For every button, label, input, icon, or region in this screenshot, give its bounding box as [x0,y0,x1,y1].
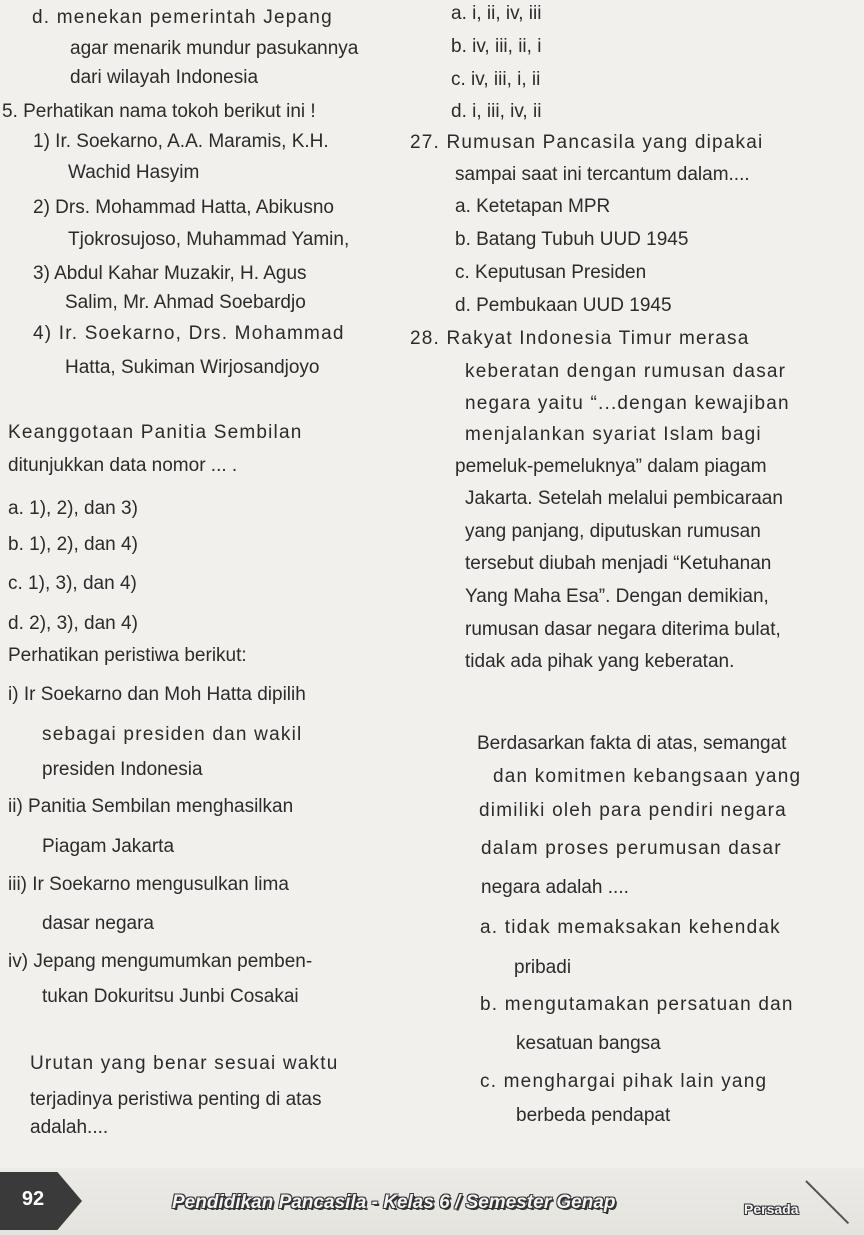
q27-option-d[interactable]: d. Pembukaan UUD 1945 [455,295,672,316]
q5-option-d[interactable]: d. 2), 3), dan 4) [8,613,138,634]
q27-option-c[interactable]: c. Keputusan Presiden [455,262,647,283]
q28-question-line1: Berdasarkan fakta di atas, semangat [477,733,787,754]
q6-event-iii-line1: iii) Ir Soekarno mengusulkan lima [8,874,289,895]
q5-question-line1: Keanggotaan Panitia Sembilan [8,422,303,443]
q28-question-line5: negara adalah .... [481,877,629,898]
q28-option-b-line2: kesatuan bangsa [516,1033,661,1054]
q28-option-b-line1[interactable]: b. mengutamakan persatuan dan [480,994,794,1015]
q28-option-a-line1[interactable]: a. tidak memaksakan kehendak [480,917,781,938]
q6-question-line3: adalah.... [30,1117,109,1138]
q28-option-a-line2: pribadi [514,957,572,978]
q28-stem-line2: keberatan dengan rumusan dasar [465,361,787,382]
q28-stem-line9: Yang Maha Esa”. Dengan demikian, [465,586,769,607]
q5-item-2-line2: Tjokrosujoso, Muhammad Yamin, [68,229,350,250]
q27-stem-line1: 27. Rumusan Pancasila yang dipakai [410,132,764,153]
q6-option-c[interactable]: c. iv, iii, i, ii [451,69,541,90]
q5-item-4-line2: Hatta, Sukiman Wirjosandjoyo [65,357,320,378]
q28-stem-line11: tidak ada pihak yang keberatan. [465,651,735,672]
q5-item-3-line1: 3) Abdul Kahar Muzakir, H. Agus [33,263,307,284]
q28-stem-line5: pemeluk-pemeluknya” dalam piagam [455,456,767,477]
q28-stem-line7: yang panjang, diputuskan rumusan [465,521,761,542]
q6-event-i-line3: presiden Indonesia [42,759,203,780]
q27-stem-line2: sampai saat ini tercantum dalam.... [455,164,750,185]
q6-event-i-line2: sebagai presiden dan wakil [42,724,303,745]
q5-item-1-line1: 1) Ir. Soekarno, A.A. Maramis, K.H. [33,131,329,152]
q6-question-line2: terjadinya peristiwa penting di atas [30,1089,322,1110]
q6-event-iv-line1: iv) Jepang mengumumkan pemben- [8,951,313,972]
q6-event-ii-line1: ii) Panitia Sembilan menghasilkan [8,796,294,817]
q5-option-b[interactable]: b. 1), 2), dan 4) [8,534,138,555]
q5-item-4-line1: 4) Ir. Soekarno, Drs. Mohammad [33,323,345,344]
q6-event-iii-line2: dasar negara [42,913,154,934]
q6-event-i-line1: i) Ir Soekarno dan Moh Hatta dipilih [8,684,306,705]
q4-option-d-line1: d. menekan pemerintah Jepang [32,7,333,28]
q27-option-b[interactable]: b. Batang Tubuh UUD 1945 [455,229,689,250]
q5-option-a[interactable]: a. 1), 2), dan 3) [8,498,138,519]
publisher-logo: Persada [744,1201,799,1217]
q28-stem-line6: Jakarta. Setelah melalui pembicaraan [465,488,783,509]
page-number: 92 [21,1188,45,1210]
q28-stem-line4: menjalankan syariat Islam bagi [465,424,762,445]
q28-stem-line10: rumusan dasar negara diterima bulat, [465,619,781,640]
q28-question-line2: dan komitmen kebangsaan yang [493,766,802,787]
q6-stem: Perhatikan peristiwa berikut: [8,645,247,666]
q28-option-c-line1[interactable]: c. menghargai pihak lain yang [480,1071,768,1092]
q28-stem-line8: tersebut diubah menjadi “Ketuhanan [465,553,772,574]
q28-question-line3: dimiliki oleh para pendiri negara [479,800,787,821]
book-title: Pendidikan Pancasila - Kelas 6 / Semester Genap [172,1192,616,1213]
q5-item-3-line2: Salim, Mr. Ahmad Soebardjo [65,292,306,313]
q6-option-a[interactable]: a. i, ii, iv, iii [451,3,542,24]
q4-option-d-line3: dari wilayah Indonesia [70,67,259,88]
q6-event-ii-line2: Piagam Jakarta [42,836,175,857]
q28-stem-line3: negara yaitu “...dengan kewajiban [465,393,790,414]
q27-option-a[interactable]: a. Ketetapan MPR [455,196,611,217]
q6-option-d[interactable]: d. i, iii, iv, ii [451,101,542,122]
q28-option-c-line2: berbeda pendapat [516,1105,671,1126]
q5-stem: 5. Perhatikan nama tokoh berikut ini ! [2,101,316,122]
q6-option-b[interactable]: b. iv, iii, ii, i [451,36,542,57]
q6-question-line1: Urutan yang benar sesuai waktu [30,1053,339,1074]
q5-item-1-line2: Wachid Hasyim [68,162,200,183]
q28-question-line4: dalam proses perumusan dasar [481,838,782,859]
q6-event-iv-line2: tukan Dokuritsu Junbi Cosakai [42,986,299,1007]
q4-option-d-line2: agar menarik mundur pasukannya [70,38,359,59]
q5-item-2-line1: 2) Drs. Mohammad Hatta, Abikusno [33,197,334,218]
q28-stem-line1: 28. Rakyat Indonesia Timur merasa [410,328,750,349]
q5-question-line2: ditunjukkan data nomor ... . [8,455,238,476]
q5-option-c[interactable]: c. 1), 3), dan 4) [8,573,137,594]
